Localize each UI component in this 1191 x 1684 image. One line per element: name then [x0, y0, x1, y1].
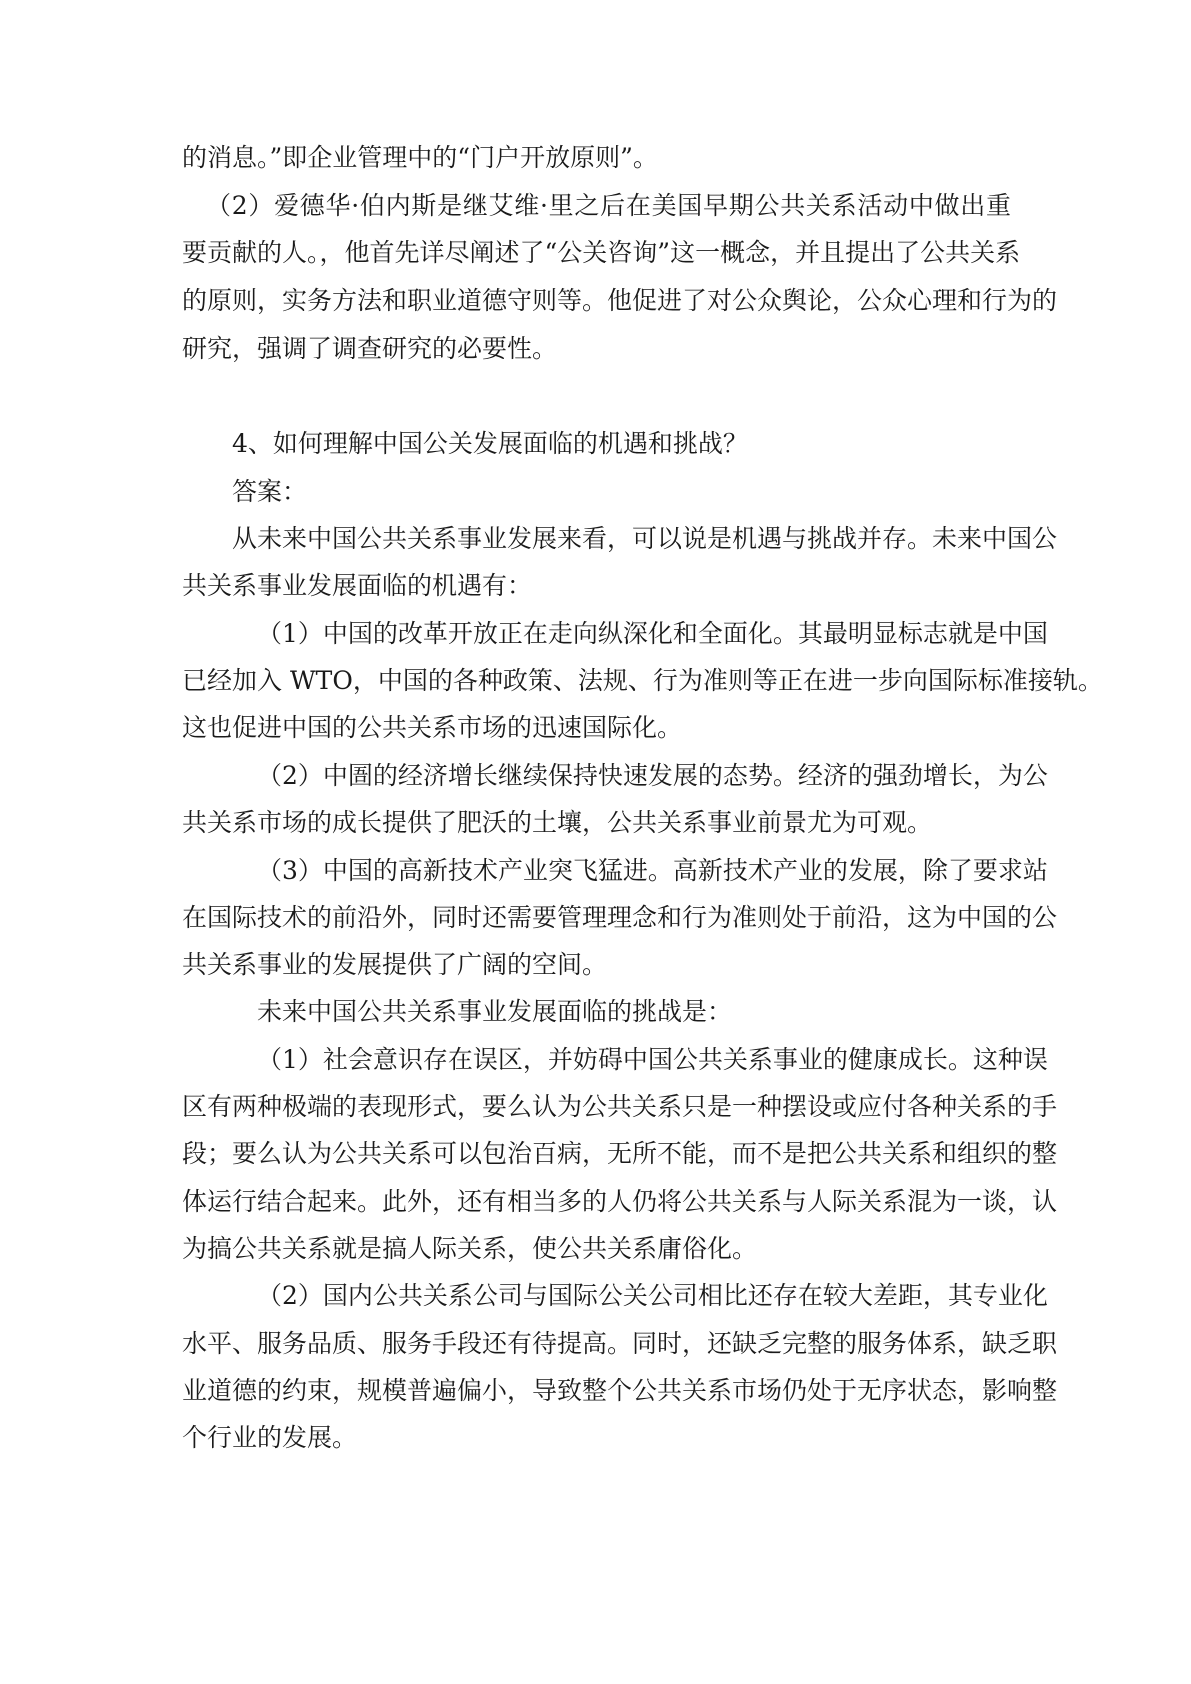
paragraph-line: （1）社会意识存在误区，并妨碍中国公共关系事业的健康成长。这种误	[257, 1045, 1048, 1074]
paragraph-line: 在国际技术的前沿外，同时还需要管理理念和行为准则处于前沿，这为中国的公	[182, 903, 1058, 932]
paragraph-line: 水平、服务品质、服务手段还有待提高。同时，还缺乏完整的服务体系，缺乏职	[182, 1329, 1058, 1358]
paragraph-line: （1）中国的改革开放正在走向纵深化和全面化。其最明显标志就是中国	[257, 619, 1048, 648]
paragraph-line: 为搞公共关系就是搞人际关系，使公共关系庸俗化。	[182, 1234, 758, 1263]
paragraph-line: 未来中国公共关系事业发展面临的挑战是：	[257, 997, 733, 1026]
paragraph-line: 共关系事业的发展提供了广阔的空间。	[182, 950, 608, 979]
paragraph-line: 的消息。”即企业管理中的“门户开放原则”。	[182, 143, 658, 172]
paragraph-line: 体运行结合起来。此外，还有相当多的人仍将公共关系与人际关系混为一谈，认	[182, 1187, 1058, 1216]
paragraph-line: 的原则，实务方法和职业道德守则等。他促进了对公众舆论，公众心理和行为的	[182, 286, 1058, 315]
paragraph-line: 研究，强调了调查研究的必要性。	[182, 334, 558, 363]
paragraph-line: （3）中国的高新技术产业突飞猛进。高新技术产业的发展，除了要求站	[257, 856, 1048, 885]
paragraph-line: （2）国内公共关系公司与国际公关公司相比还存在较大差距，其专业化	[257, 1281, 1048, 1310]
paragraph-line: 从未来中国公共关系事业发展来看，可以说是机遇与挑战并存。未来中国公	[232, 524, 1058, 553]
paragraph-line: 段；要么认为公共关系可以包治百病，无所不能，而不是把公共关系和组织的整	[182, 1139, 1058, 1168]
paragraph-line: 已经加入 WTO，中国的各种政策、法规、行为准则等正在进一步向国际标准接轨。	[182, 666, 1103, 695]
paragraph-line: 共关系市场的成长提供了肥沃的土壤，公共关系事业前景尤为可观。	[182, 808, 933, 837]
paragraph-line: 共关系事业发展面临的机遇有：	[182, 571, 533, 600]
paragraph-line: 这也促进中国的公共关系市场的迅速国际化。	[182, 713, 683, 742]
question-heading: 4、如何理解中国公关发展面临的机遇和挑战？	[232, 429, 748, 458]
paragraph-line: （2）爱德华·伯内斯是继艾维·里之后在美国早期公共关系活动中做出重	[206, 191, 1011, 220]
paragraph-line: 区有两种极端的表现形式，要么认为公共关系只是一种摆设或应付各种关系的手	[182, 1092, 1058, 1121]
paragraph-line: 要贡献的人。，他首先详尽阐述了“公关咨询”这一概念，并且提出了公共关系	[182, 238, 1021, 267]
paragraph-line: （2）中圄的经济增长继续保持快速发展的态势。经济的强劲增长，为公	[257, 761, 1048, 790]
paragraph-line: 个行业的发展。	[182, 1423, 358, 1452]
answer-label: 答案：	[232, 477, 308, 506]
paragraph-line: 业道德的约束，规模普遍偏小，导致整个公共关系市场仍处于无序状态，影响整	[182, 1376, 1058, 1405]
